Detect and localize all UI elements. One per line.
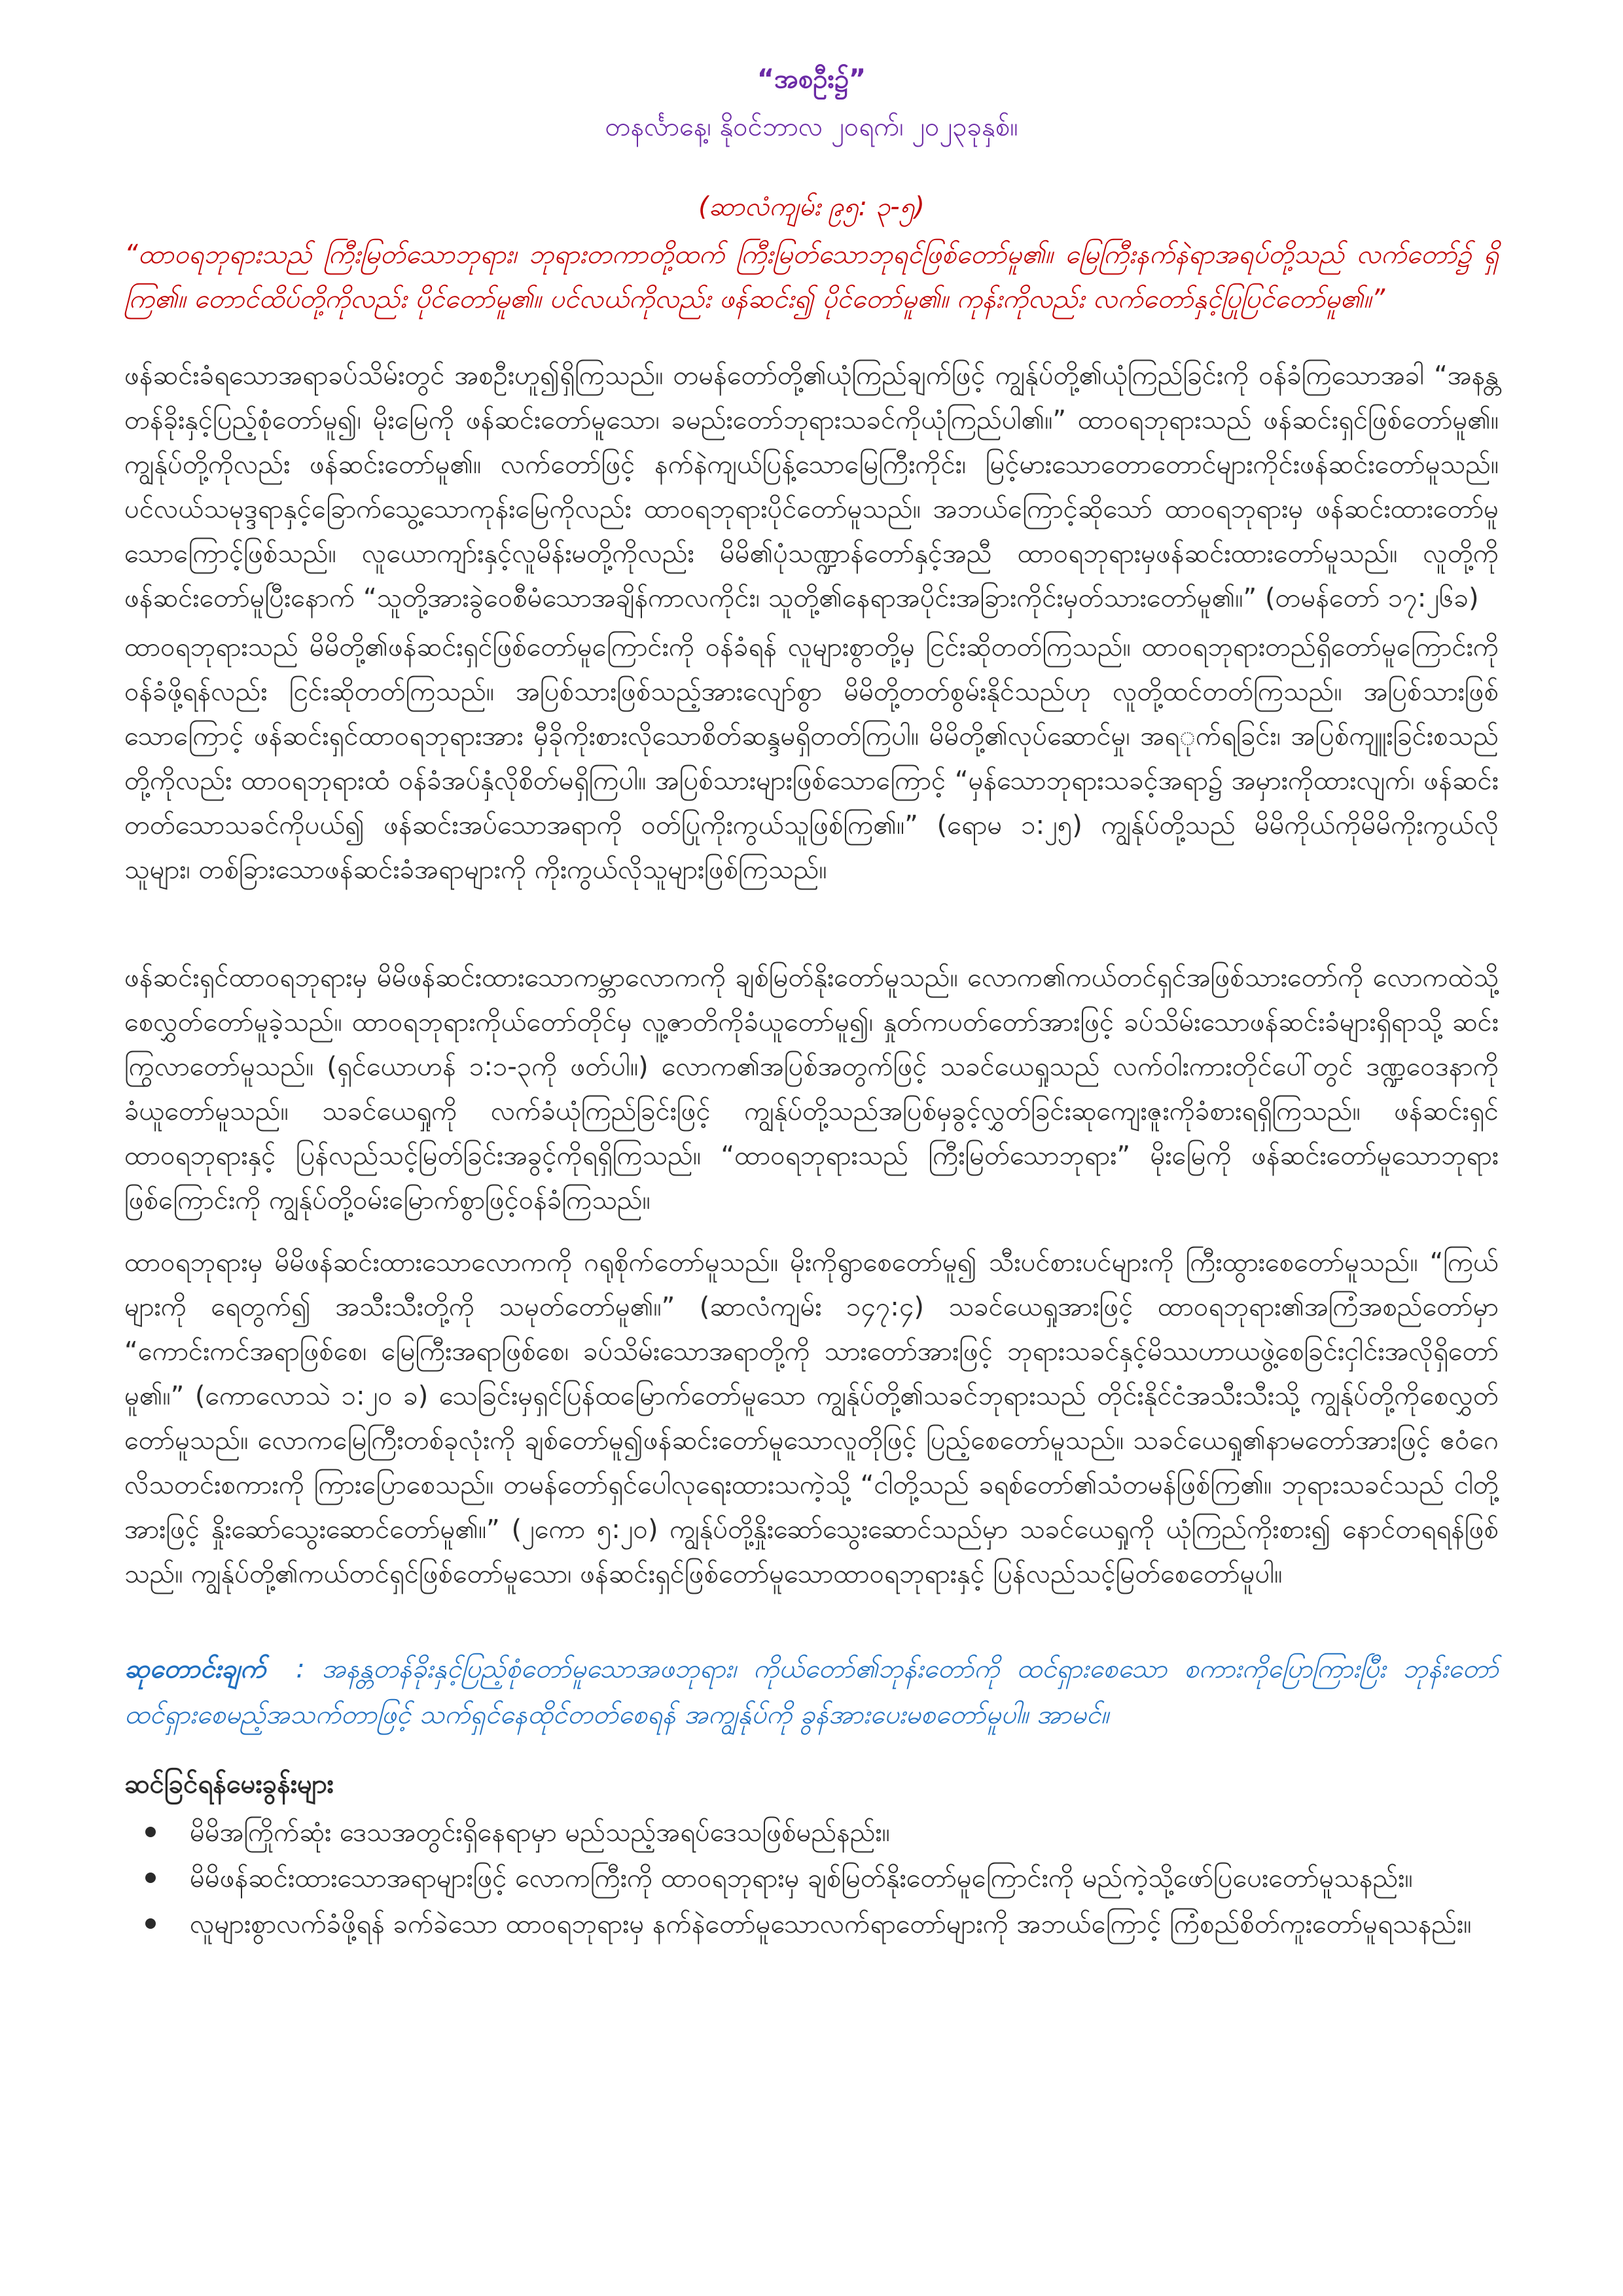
question-text: မိမိအကြိုက်ဆုံး ဒေသအတွင်းရှိနေရာမှာ မည်သည့်အရပ်ဒေသဖြစ်မည်နည်း။ (190, 1818, 890, 1848)
questions-heading: ဆင်ခြင်ရန်မေးခွန်းများ (124, 1769, 334, 1799)
question-item (124, 1856, 1531, 1901)
scripture-verse: “ထာဝရဘုရားသည် ကြီးမြတ်သောဘုရား၊ ဘုရားတကာတို့ထက် ကြီးမြတ်သောဘုရင်ဖြစ်တော်မူ၏။ မြေကြီးနက်နဲရာအရပ်တို့သည် လက်တော်၌ ရှိကြ၏။ တောင်ထိပ်တို့ကိုလည်း ပိုင်တော်မူ၏။ ပင်လယ်ကိုလည်း ဖန်ဆင်း၍ ပိုင်တော်မူ၏။ ကုန်းကိုလည်း လက်တော်နှင့်ပြုပြင်တော်မူ၏။” (124, 240, 1499, 314)
body-paragraph-2: ထာဝရဘုရားသည် မိမိတို့၏ဖန်ဆင်းရှင်ဖြစ်တော်မူကြောင်းကို ဝန်ခံရန် လူများစွာတို့မှ ငြင်းဆိုတတ်ကြသည်။ ထာဝရဘုရားတည်ရှိတော်မူကြောင်းကို ဝန်ခံဖို့ရန်လည်း ငြင်းဆိုတတ်ကြသည်။ အပြစ်သားဖြစ်သည့်အားလျော်စွာ မိမိတို့တတ်စွမ်းနိုင်သည်ဟု လူတို့ထင်တတ်ကြသည်။ အပြစ်သားဖြစ်သောကြောင့် ဖန်ဆင်းရှင်ထာဝရဘုရားအား မှီခိုကိုးစားလိုသောစိတ်ဆန္ဒမရှိတတ်ကြပါ။ မိမိတို့၏လုပ်ဆောင်မှု၊ အရ​ုက်ရခြင်း၊ အပြစ်ကျူးခြင်းစသည်တို့ကိုလည်း ထာဝရဘုရားထံ ဝန်ခံအပ်နှံလိုစိတ်မရှိကြပါ။ အပြစ်သားများဖြစ်သောကြောင့် “မှန်သောဘုရားသခင့်အရာ၌ အမှားကိုထားလျက်၊ ဖန်ဆင်းတတ်သောသခင်ကိုပယ်၍ ဖန်ဆင်းအပ်သောအရာကို ဝတ်ပြုကိုးကွယ်သူဖြစ်ကြ၏။” (ရောမ ၁:၂၅) ကျွန်ုပ်တို့သည် မိမိကိုယ်ကိုမိမိကိုးကွယ်လိုသူများ၊ တစ်ခြားသောဖန်ဆင်းခံအရာများကို ကိုးကွယ်လိုသူများဖြစ်ကြသည်။ (124, 632, 1499, 885)
body-paragraph-3: ဖန်ဆင်းရှင်ထာဝရဘုရားမှ မိမိဖန်ဆင်းထားသောကမ္ဘာလောကကို ချစ်မြတ်နိုးတော်မူသည်။ လောက၏ကယ်တင်ရှင်အဖြစ်သားတော်ကို လောကထဲသို့ စေလွှတ်တော်မူခဲ့သည်။ ထာဝရဘုရားကိုယ်တော်တိုင်မှ လူ့ဇာတိကိုခံယူတော်မူ၍၊ နှုတ်ကပတ်တော်အားဖြင့် ခပ်သိမ်းသောဖန်ဆင်းခံများရှိရာသို့ ဆင်းကြွလာတော်မူသည်။ (ရှင်ယောဟန် ၁:၁-၃ကို ဖတ်ပါ။) လောက၏အပြစ်အတွက်ဖြင့် သခင်ယေရှုသည် လက်ဝါးကားတိုင်ပေါ်တွင် ဒဏ္ဍဝေဒနာကိုခံယူတော်မူသည်။ သခင်ယေရှုကို လက်ခံယုံကြည်ခြင်းဖြင့် ကျွန်ုပ်တို့သည်အပြစ်မှခွင့်လွှတ်ခြင်းဆုကျေးဇူးကိုခံစားရရှိကြသည်။ ဖန်ဆင်းရှင်ထာဝရဘုရားနှင့် ပြန်လည်သင့်မြတ်ခြင်းအခွင့်ကိုရရှိကြသည်။ “ထာဝရဘုရားသည် ကြီးမြတ်သောဘုရား” မိုးမြေကို ဖန်ဆင်းတော်မူသောဘုရားဖြစ်ကြောင်းကို ကျွန်ုပ်တို့ဝမ်းမြောက်စွာဖြင့်ဝန်ခံကြသည်။ (124, 963, 1499, 1215)
bullet-icon (145, 1873, 156, 1883)
scripture-reference: (ဆာလံကျမ်း ၉၅: ၃-၅) (698, 192, 925, 222)
body-paragraph-4: ထာဝရဘုရားမှ မိမိဖန်ဆင်းထားသောလောကကို ဂရုစိုက်တော်မူသည်။ မိုးကိုရွာစေတော်မူ၍ သီးပင်စားပင်များကို ကြီးထွားစေတော်မူသည်။ “ကြယ်များကို ရေတွက်၍ အသီးသီးတို့ကို သမုတ်တော်မူ၏။” (ဆာလံကျမ်း ၁၄၇:၄) သခင်ယေရှုအားဖြင့် ထာဝရဘုရား၏အကြံအစည်တော်မှာ “ကောင်းကင်အရာဖြစ်စေ၊ မြေကြီးအရာဖြစ်စေ၊ ခပ်သိမ်းသောအရာတို့ကို သားတော်အားဖြင့် ဘုရားသခင်နှင့်မိဿဟာယဖွဲ့စေခြင်းငှါင်းအလိုရှိတော်မူ၏။” (ကောလောသဲ ၁:၂၀ ခ) သေခြင်းမှရှင်ပြန်ထမြောက်တော်မူသော ကျွန်ုပ်တို့၏သခင်ဘုရားသည် တိုင်းနိုင်ငံအသီးသီးသို့ ကျွန်ုပ်တို့ကိုစေလွှတ်တော်မူသည်။ လောကမြေကြီးတစ်ခုလုံးကို ချစ်တော်မူ၍ဖန်ဆင်းတော်မူသောလူတိုဖြင့် ပြည့်စေတော်မူသည်။ သခင်ယေရှု၏နာမတော်အားဖြင့် ဧဝံဂေလိသတင်းစကားကို ကြားပြောစေသည်။ တမန်တော်ရှင်ပေါလုရေးထားသကဲ့သို့ “ငါတို့သည် ခရစ်တော်၏သံတမန်ဖြစ်ကြ၏။ ဘုရားသခင်သည် ငါတို့အားဖြင့် နှိုးဆော်သွေးဆောင်တော်မူ၏။” (၂ကော ၅:၂၀) ကျွန်ုပ်တို့နှိုးဆော်သွေးဆောင်သည်မှာ သခင်ယေရှုကို ယုံကြည်ကိုးစား၍ နောင်တရရန်ဖြစ်သည်။ ကျွန်ုပ်တို့၏ကယ်တင်ရှင်ဖြစ်တော်မူသော၊ ဖန်ဆင်းရှင်ဖြစ်တော်မူသောထာဝရဘုရားနှင့် ပြန်လည်သင့်မြတ်စေတော်မူပါ။ (124, 1247, 1499, 1589)
body-paragraph-1: ဖန်ဆင်းခံရသောအရာခပ်သိမ်းတွင် အစဦးဟူ၍ရှိကြသည်။ တမန်တော်တို့၏ယုံကြည်ချက်ဖြင့် ကျွန်ုပ်တို့၏ယုံကြည်ခြင်းကို ဝန်ခံကြသောအခါ “အနန္တတန်ခိုးနှင့်ပြည့်စုံတော်မူ၍၊ မိုးမြေကို ဖန်ဆင်းတော်မူသော၊ ခမည်းတော်ဘုရားသခင်ကိုယုံကြည်ပါ၏။” ထာဝရဘုရားသည် ဖန်ဆင်းရှင်ဖြစ်တော်မူ၏။ ကျွန်ုပ်တို့ကိုလည်း ဖန်ဆင်းတော်မူ၏။ လက်တော်ဖြင့် နက်နဲကျယ်ပြန့်သောမြေကြီးကိုင်း၊ မြင့်မားသောတောတောင်များကိုင်းဖန်ဆင်းတော်မူသည်။ ပင်လယ်သမုဒ္ဒရာနှင့်ခြောက်သွေ့သောကုန်းမြေကိုလည်း ထာဝရဘုရားပိုင်တော်မူသည်။ အဘယ်ကြောင့်ဆိုသော် ထာဝရဘုရားမှ ဖန်ဆင်းထားတော်မူသောကြောင့်ဖြစ်သည်။ လူယောကျာ်းနှင့်လူမိန်းမတို့ကိုလည်း မိမိ၏ပုံသဏ္ဍာန်တော်နှင့်အညီ ထာဝရဘုရားမှဖန်ဆင်းထားတော်မူသည်။ လူတို့ကို ဖန်ဆင်းတော်မူပြီးနောက် “သူတို့အားခွဲဝေစီမံသောအချိန်ကာလကိုင်း၊ သူတို့၏နေရာအပိုင်းအခြားကိုင်းမှတ်သားတော်မူ၏။” (တမန်တော် ၁၇:၂၆ခ) (124, 361, 1499, 613)
prayer-block (124, 1646, 1499, 1738)
question-item (124, 1901, 1531, 1947)
question-item (124, 1810, 1531, 1856)
prayer-label: ဆုတောင်းချက် (124, 1654, 266, 1684)
page-title: “အစဦး၌” (757, 64, 866, 94)
bullet-icon (145, 1827, 156, 1837)
bullet-icon (145, 1918, 156, 1929)
question-text: မိမိဖန်ဆင်းထားသောအရာများဖြင့် လောကကြီးကို ထာဝရဘုရားမှ ချစ်မြတ်နိုးတော်မူကြောင်းကို မည်ကဲ့သို့ဖော်ပြပေးတော်မူသနည်း။ (190, 1863, 1413, 1893)
dateline: တနင်္လာနေ့၊ နိုဝင်ဘာလ ၂၀ရက်၊ ၂၀၂၃ခုနှစ်။ (605, 112, 1018, 142)
questions-list (124, 1810, 1531, 1947)
prayer-text: : အနန္တတန်ခိုးနှင့်ပြည့်စုံတော်မူသောအဖဘုရား၊ ကိုယ်တော်၏ဘုန်းတော်ကို ထင်ရှားစေသော စကားကိုပြောကြားပြီး ဘုန်းတော်ထင်ရှားစေမည့်အသက်တာဖြင့် သက်ရှင်နေထိုင်တတ်စေရန် အကျွန်ုပ်ကို ခွန်အားပေးမစတော်မူပါ။ အာမင်။ (124, 1654, 1499, 1730)
question-text: လူများစွာလက်ခံဖို့ရန် ခက်ခဲသော ထာဝရဘုရားမှ နက်နဲတော်မူသောလက်ရာတော်များကို အဘယ်ကြောင့် ကြံစည်စိတ်ကူးတော်မူရသနည်း။ (190, 1909, 1472, 1939)
